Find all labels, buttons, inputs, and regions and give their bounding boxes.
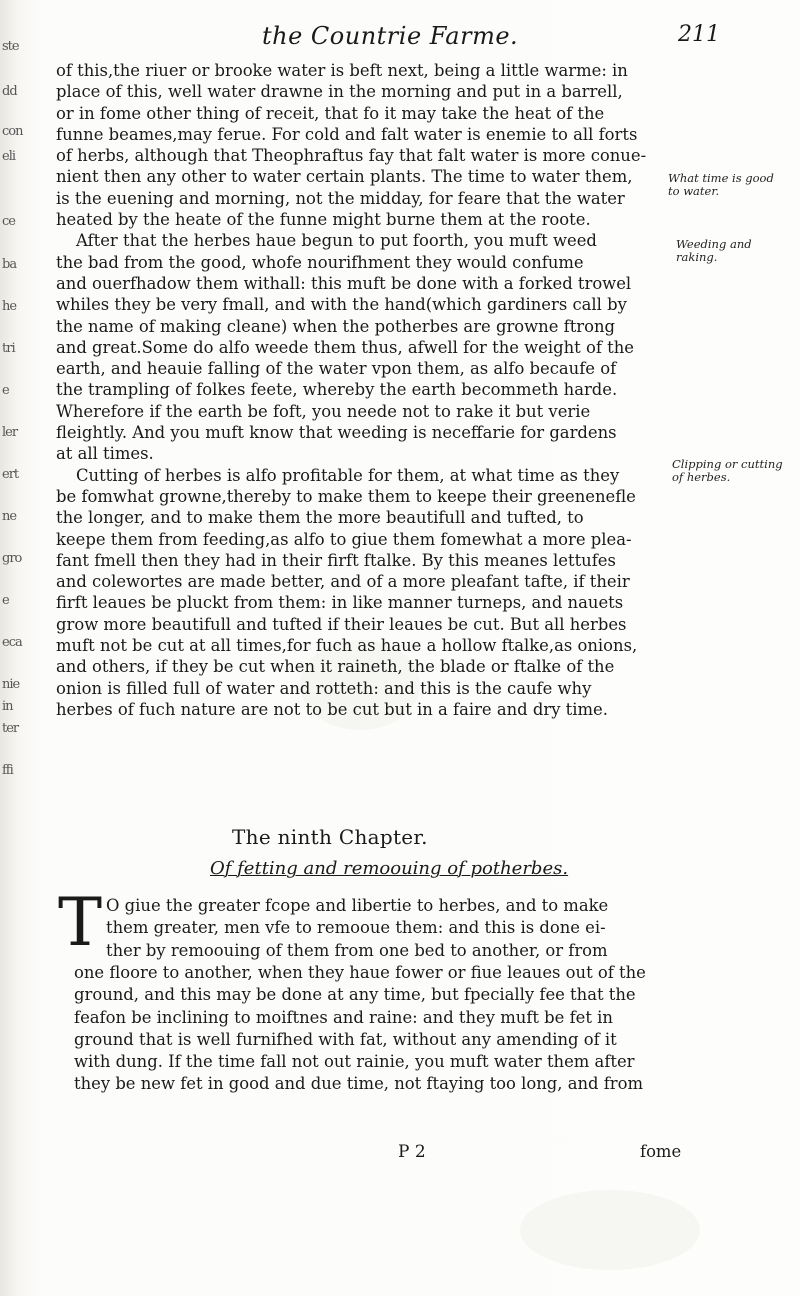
text-line: and ouerfhadow them withall: this muft be done with a forked trowel [56, 273, 632, 293]
gutter-fragment: ste [2, 39, 19, 54]
text-line: firft leaues be pluckt from them: in like manner turneps, and nauets [56, 593, 624, 613]
gutter-fragment: ce [2, 214, 15, 229]
gutter-fragment: he [2, 299, 17, 314]
text-line: and colewortes are made better, and of a more pleafant tafte, if their [56, 572, 630, 592]
chapter-opening-lines [106, 895, 608, 962]
text-line: the longer, and to make them the more beautifull and tufted, to [56, 508, 584, 528]
text-line: one floore to another, when they haue fower or fiue leaues out of the [74, 963, 646, 982]
text-line: fant fmell then they had in their firft ftalke. By this meanes lettufes [56, 550, 616, 570]
text-line: earth, and heauie falling of the water vpon them, as alfo becaufe of [56, 359, 617, 379]
text-line: muft not be cut at all times,for fuch as haue a hollow ftalke,as onions, [56, 636, 638, 656]
gutter-fragment: e [2, 593, 9, 608]
text-line: and others, if they be cut when it raineth, the blade or ftalke of the [56, 657, 615, 677]
text-line: grow more beautifull and tufted if their leaues be cut. But all herbes [56, 614, 627, 634]
text-line: Cutting of herbes is alfo profitable for them, at what time as they [76, 465, 620, 485]
gutter-fragment: ert [2, 467, 19, 482]
text-line: of this,the riuer or brooke water is beft next, being a little warme: in [56, 61, 628, 80]
text-line: ther by remoouing of them from one bed to another, or from [106, 940, 608, 960]
body-text [56, 60, 656, 720]
text-line: funne beames,may ferue. For cold and falt water is enemie to all forts [56, 124, 638, 144]
gutter-fragment: eli [2, 149, 16, 164]
text-line: the bad from the good, whofe nourifhment they would confume [56, 252, 584, 272]
running-title: the Countrie Farme. [262, 22, 519, 50]
text-line: herbes of fuch nature are not to be cut but in a faire and dry time. [56, 699, 608, 719]
marginal-note-watering: What time is good to water. [668, 171, 774, 198]
signature-mark: P 2 [398, 1142, 426, 1162]
text-line: the trampling of folkes feete, whereby the earth becommeth harde. [56, 380, 618, 400]
text-line: or in fome other thing of receit, that fo it may take the heat of the [56, 103, 605, 123]
gutter-fragment: con [2, 124, 23, 139]
text-line: ground that is well furnifhed with fat, without any amending of it [74, 1029, 617, 1049]
text-line: with dung. If the time fall not out rainie, you muft water them after [74, 1052, 635, 1072]
text-line: place of this, well water drawne in the morning and put in a barrell, [56, 82, 623, 102]
text-line: at all times. [56, 444, 154, 464]
gutter-fragment: gro [2, 551, 22, 566]
text-line: they be new fet in good and due time, not ftaying too long, and from [74, 1074, 644, 1094]
text-line: ground, and this may be done at any time, but fpecially fee that the [74, 985, 636, 1005]
paper-stain [520, 1190, 700, 1270]
gutter-fragment: eca [2, 635, 22, 650]
text-line: of herbs, although that Theophraftus fay that falt water is more conue- [56, 146, 647, 166]
text-line: O giue the greater fcope and libertie to herbes, and to make [106, 896, 609, 915]
gutter-fragment: tri [2, 341, 15, 356]
gutter-fragment: ba [2, 257, 17, 272]
chapter-body-lines [74, 962, 646, 1096]
text-line: After that the herbes haue begun to put foorth, you muft weed [76, 231, 597, 251]
text-line: nient then any other to water certain plants. The time to water them, [56, 167, 633, 187]
text-line: feafon be inclining to moiftnes and raine: and they muft be fet in [74, 1007, 613, 1027]
gutter-fragment: ter [2, 721, 19, 736]
text-line: the name of making cleane) when the potherbes are growne ftrong [56, 316, 616, 336]
drop-cap: T [58, 884, 103, 961]
page-number: 211 [678, 22, 720, 47]
gutter-fragment: ler [2, 425, 18, 440]
text-line: onion is filled full of water and rotteth: and this is the caufe why [56, 678, 592, 698]
text-line: Wherefore if the earth be foft, you neede not to rake it but verie [56, 401, 591, 421]
text-line: is the euening and morning, not the midday, for feare that the water [56, 188, 625, 208]
marginal-note-weeding: Weeding and raking. [676, 237, 752, 264]
chapter-subtitle: Of fetting and remoouing of potherbes. [210, 858, 569, 879]
gutter-fragment: in [2, 699, 13, 714]
catchword: fome [640, 1142, 682, 1161]
text-line: whiles they be very fmall, and with the hand(which gardiners call by [56, 295, 627, 315]
chapter-title: The ninth Chapter. [232, 825, 428, 849]
text-line: them greater, men vfe to remooue them: and this is done ei- [106, 918, 606, 938]
gutter-fragment: ne [2, 509, 17, 524]
text-line: heated by the heate of the funne might burne them at the roote. [56, 210, 591, 230]
text-line: fleightly. And you muft know that weeding is neceffarie for gardens [56, 423, 617, 443]
text-line: keepe them from feeding,as alfo to giue them fomewhat a more plea- [56, 529, 632, 549]
gutter-fragment: e [2, 383, 9, 398]
gutter-fragment: nie [2, 677, 20, 692]
page-header [0, 0, 800, 60]
facing-page-gutter [0, 0, 46, 1296]
gutter-fragment: dd [2, 84, 17, 99]
gutter-fragment: ffi [2, 763, 13, 778]
marginal-note-clipping: Clipping or cutting of herbes. [672, 457, 783, 484]
text-line: be fomwhat growne,thereby to make them to keepe their greenenefle [56, 486, 636, 506]
text-line: and great.Some do alfo weede them thus, afwell for the weight of the [56, 337, 634, 357]
